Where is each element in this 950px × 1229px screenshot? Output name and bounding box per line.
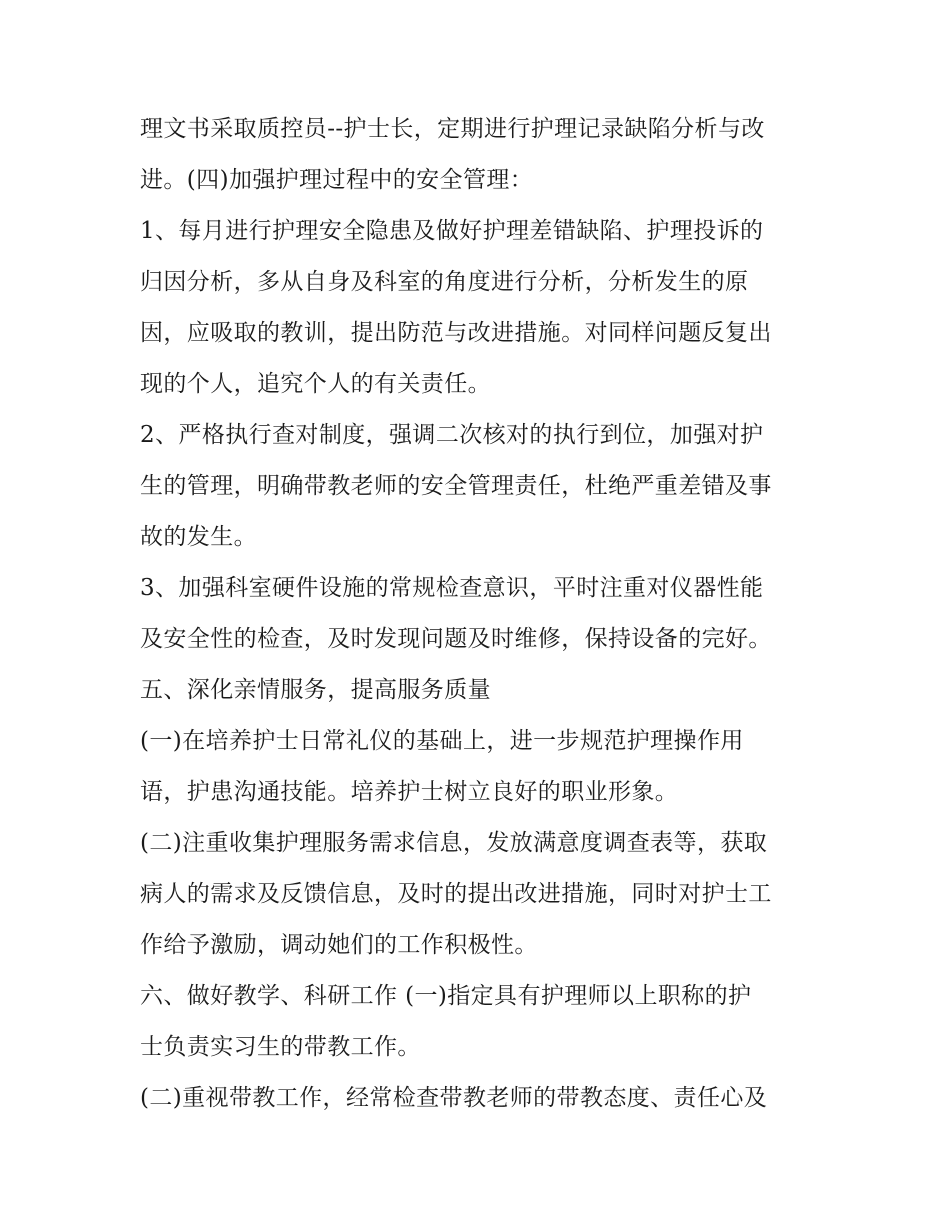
- text-line: 理文书采取质控员--护士长，定期进行护理记录缺陷分析与改: [140, 116, 765, 142]
- text-line: (二)注重收集护理服务需求信息，发放满意度调查表等，获取: [140, 830, 768, 856]
- text-line: 病人的需求及反馈信息，及时的提出改进措施，同时对护士工: [140, 881, 772, 907]
- text-line: 因，应吸取的教训，提出防范与改进措施。对同样问题反复出: [140, 320, 772, 346]
- text-line: 现的个人，追究个人的有关责任。: [140, 371, 491, 397]
- text-line: (二)重视带教工作，经常检查带教老师的带教态度、责任心及: [140, 1085, 768, 1111]
- text-line: 2、严格执行查对制度，强调二次核对的执行到位，加强对护: [140, 422, 764, 448]
- text-line: 3、加强科室硬件设施的常规检查意识，平时注重对仪器性能: [140, 575, 764, 601]
- text-line: 1、每月进行护理安全隐患及做好护理差错缺陷、护理投诉的: [140, 218, 764, 244]
- section-heading: 五、深化亲情服务，提高服务质量: [140, 677, 491, 703]
- section-heading: 六、做好教学、科研工作 (一)指定具有护理师以上职称的护: [140, 983, 752, 1009]
- document-body: [140, 104, 820, 1124]
- text-line: 士负责实习生的带教工作。: [140, 1034, 421, 1060]
- text-line: 进。(四)加强护理过程中的安全管理：: [140, 167, 534, 193]
- text-line: 作给予激励，调动她们的工作积极性。: [140, 932, 538, 958]
- text-line: 故的发生。: [140, 524, 257, 550]
- text-line: (一)在培养护士日常礼仪的基础上，进一步规范护理操作用: [140, 728, 744, 754]
- text-line: 生的管理，明确带教老师的安全管理责任，杜绝严重差错及事: [140, 473, 772, 499]
- text-line: 语，护患沟通技能。培养护士树立良好的职业形象。: [140, 779, 679, 805]
- text-line: 及安全性的检查，及时发现问题及时维修，保持设备的完好。: [140, 626, 772, 652]
- text-line: 归因分析，多从自身及科室的角度进行分析，分析发生的原: [140, 269, 749, 295]
